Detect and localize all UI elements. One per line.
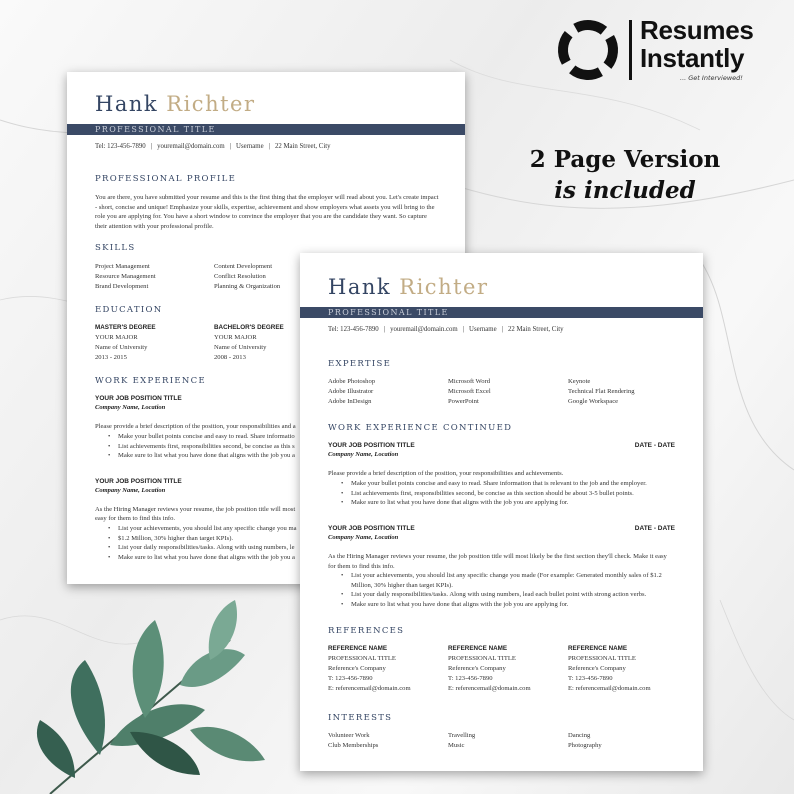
bullet-item: • Make your bullet points concise and easy to read. Share information that is relevant to the job and the employer.	[328, 479, 647, 489]
contact-email: youremail@domain.com	[390, 326, 458, 333]
leaves-decoration-icon	[30, 600, 300, 794]
contact-email: youremail@domain.com	[157, 143, 225, 150]
contact-username: Username	[236, 143, 264, 150]
bullet-item: • List achievements first, responsibilities second, be concise as this s	[95, 442, 295, 452]
skill-item: Planning & Organization	[214, 283, 281, 290]
interest-item: Dancing	[568, 732, 591, 739]
professional-title-bar	[300, 307, 703, 318]
job-title: YOUR JOB POSITION TITLE	[95, 478, 182, 485]
bullet-item: • $1.2 Million, 30% higher than target KPIs).	[95, 534, 297, 544]
expertise-item: Microsoft Word	[448, 378, 491, 385]
job-title: YOUR JOB POSITION TITLE	[328, 525, 415, 532]
profile-heading: PROFESSIONAL PROFILE	[95, 174, 237, 184]
last-name: Richter	[399, 275, 489, 299]
bullet-item: • Make sure to list what you have done that aligns with the job you are applying for.	[328, 498, 647, 508]
reference-company: Reference's Company	[568, 665, 626, 672]
reference-tel: T: 123-456-7890	[328, 675, 373, 682]
reference-name: REFERENCE NAME	[448, 645, 508, 652]
interest-item: Music	[448, 742, 465, 749]
brand-name	[640, 16, 754, 72]
job-description: As the Hiring Manager reviews your resume, the job position title will most	[95, 506, 296, 513]
reference-name: REFERENCE NAME	[568, 645, 628, 652]
work-heading: WORK EXPERIENCE	[95, 376, 206, 386]
reference-email: E: referencemail@domain.com	[568, 685, 651, 692]
skill-item: Content Development	[214, 263, 273, 270]
expertise-item: Adobe InDesign	[328, 398, 372, 405]
work-continued-heading: WORK EXPERIENCE CONTINUED	[328, 423, 513, 433]
bullet-item: • List achievements first, responsibilities second, be concise as this section should be about 3-5 bullet points.	[328, 489, 647, 499]
resume-page-2	[300, 253, 703, 771]
school: Name of University	[214, 344, 267, 351]
interests-col-1	[328, 731, 378, 751]
reference-title: PROFESSIONAL TITLE	[568, 655, 636, 662]
job-title: YOUR JOB POSITION TITLE	[95, 395, 182, 402]
major: YOUR MAJOR	[95, 334, 138, 341]
reference-tel: T: 123-456-7890	[568, 675, 613, 682]
professional-title-bar	[67, 124, 465, 135]
skills-col-1	[95, 262, 156, 292]
brand-name-line1: Resumes	[640, 15, 754, 45]
contact-username: Username	[469, 326, 497, 333]
last-name: Richter	[166, 92, 256, 116]
expertise-col-3	[568, 377, 635, 407]
bullet-item: • Make your bullet points concise and easy to read. Share informatio	[95, 432, 295, 442]
brand-name-line2: Instantly	[640, 43, 745, 73]
job-description: As the Hiring Manager reviews your resume, the job position title will most likely be the first section they'll check. Make it easy for them to find this info.	[328, 553, 667, 570]
reference-company: Reference's Company	[328, 665, 386, 672]
job-description: Please provide a brief description of the position, your responsibilities and a	[95, 423, 296, 430]
skills-col-2	[214, 262, 280, 292]
job-company: Company Name, Location	[328, 534, 399, 541]
expertise-heading: EXPERTISE	[328, 359, 392, 369]
reference-email: E: referencemail@domain.com	[328, 685, 411, 692]
bullet-item: • List your daily responsibilities/tasks. Along with using numbers, lead each bullet point with strong action verbs.	[328, 590, 673, 600]
reference-2	[448, 644, 531, 694]
job-date: DATE - DATE	[634, 525, 675, 532]
job-description: Please provide a brief description of the position, your responsibilities and achievements.	[328, 470, 564, 477]
skill-item: Conflict Resolution	[214, 273, 266, 280]
interest-item: Travelling	[448, 732, 476, 739]
job-company: Company Name, Location	[95, 404, 166, 411]
education-heading: EDUCATION	[95, 305, 163, 315]
skill-item: Project Management	[95, 263, 150, 270]
profile-text: You are there, you have submitted your resume and this is the first thing that the employer will read about you. Let's create impact - short, concise and unique! Emphasize your skills, expertise, achievement and show employers what assets you will bring to the role you are applying for. You have a short window to convince the employer that you are the candidate they want. So capture their attention with your professional profile.	[95, 194, 439, 231]
bullet-item: • Make sure to list what you have done that aligns with the job you a	[95, 553, 297, 563]
degree: MASTER'S DEGREE	[95, 324, 156, 331]
bullet-item: • Make sure to list what you have done that aligns with the job you a	[95, 451, 295, 461]
job-company: Company Name, Location	[328, 451, 399, 458]
interests-col-3	[568, 731, 602, 751]
promo-text	[500, 144, 750, 206]
reference-title: PROFESSIONAL TITLE	[328, 655, 396, 662]
interests-heading: INTERESTS	[328, 713, 393, 723]
promo-line1: 2 Page Version	[529, 146, 721, 173]
job-date: DATE - DATE	[634, 442, 675, 449]
expertise-item: Google Workspace	[568, 398, 619, 405]
professional-title: PROFESSIONAL TITLE	[95, 125, 216, 134]
interest-item: Photography	[568, 742, 602, 749]
job-company: Company Name, Location	[95, 487, 166, 494]
contact-line: Tel: 123-456-7890 | youremail@domain.com | Username | 22 Main Street, City	[328, 326, 564, 333]
job-bullets	[328, 479, 647, 508]
first-name: Hank	[95, 92, 159, 116]
bullet-item: • List your daily responsibilities/tasks. Along with using numbers, le	[95, 543, 297, 553]
reference-company: Reference's Company	[448, 665, 506, 672]
expertise-col-1	[328, 377, 375, 407]
resume-name	[95, 92, 256, 116]
reference-1	[328, 644, 411, 694]
reference-3	[568, 644, 651, 694]
contact-tel: Tel: 123-456-7890	[95, 143, 146, 150]
reference-email: E: referencemail@domain.com	[448, 685, 531, 692]
first-name: Hank	[328, 275, 392, 299]
reference-name: REFERENCE NAME	[328, 645, 388, 652]
years: 2008 - 2013	[214, 354, 246, 361]
job-bullets	[95, 432, 295, 461]
job-title: YOUR JOB POSITION TITLE	[328, 442, 415, 449]
bullet-item: • Make sure to list what you have done that aligns with the job you are applying for.	[328, 600, 673, 610]
ring-logo-icon	[556, 18, 620, 82]
expertise-item: Technical Flat Rendering	[568, 388, 635, 395]
expertise-item: Microsoft Excel	[448, 388, 491, 395]
major: YOUR MAJOR	[214, 334, 257, 341]
expertise-item: Adobe Illustrator	[328, 388, 374, 395]
school: Name of University	[95, 344, 148, 351]
contact-line: Tel: 123-456-7890 | youremail@domain.com | Username | 22 Main Street, City	[95, 143, 331, 150]
job-bullets	[328, 571, 673, 610]
job-bullets	[95, 524, 297, 563]
interests-col-2	[448, 731, 475, 751]
degree: BACHELOR'S DEGREE	[214, 324, 284, 331]
reference-title: PROFESSIONAL TITLE	[448, 655, 516, 662]
contact-address: 22 Main Street, City	[274, 143, 331, 150]
brand-tagline: ... Get Interviewed!	[680, 74, 743, 82]
references-heading: REFERENCES	[328, 626, 405, 636]
brand-divider	[629, 20, 632, 80]
reference-tel: T: 123-456-7890	[448, 675, 493, 682]
brand-logo	[556, 16, 782, 86]
education-2	[214, 323, 284, 363]
contact-address: 22 Main Street, City	[507, 326, 564, 333]
contact-tel: Tel: 123-456-7890	[328, 326, 379, 333]
expertise-item: Adobe Photoshop	[328, 378, 376, 385]
job-description: easy for them to find this info.	[95, 515, 176, 522]
interest-item: Volunteer Work	[328, 732, 370, 739]
interest-item: Club Memberships	[328, 742, 379, 749]
years: 2013 - 2015	[95, 354, 127, 361]
bullet-item: • List your achievements, you should list any specific change you ma	[95, 524, 297, 534]
skill-item: Resource Management	[95, 273, 156, 280]
bullet-item: • List your achievements, you should list any specific change you made (For example: Generated monthly sales of $1.2 Million, 30% higher than target KPIs).	[328, 571, 673, 590]
resume-name	[328, 275, 489, 299]
skills-heading: SKILLS	[95, 243, 136, 253]
professional-title: PROFESSIONAL TITLE	[328, 308, 449, 317]
promo-line2: is included	[554, 177, 696, 204]
skill-item: Brand Development	[95, 283, 149, 290]
expertise-item: Keynote	[568, 378, 591, 385]
expertise-item: PowerPoint	[448, 398, 479, 405]
education-1	[95, 323, 156, 363]
expertise-col-2	[448, 377, 491, 407]
